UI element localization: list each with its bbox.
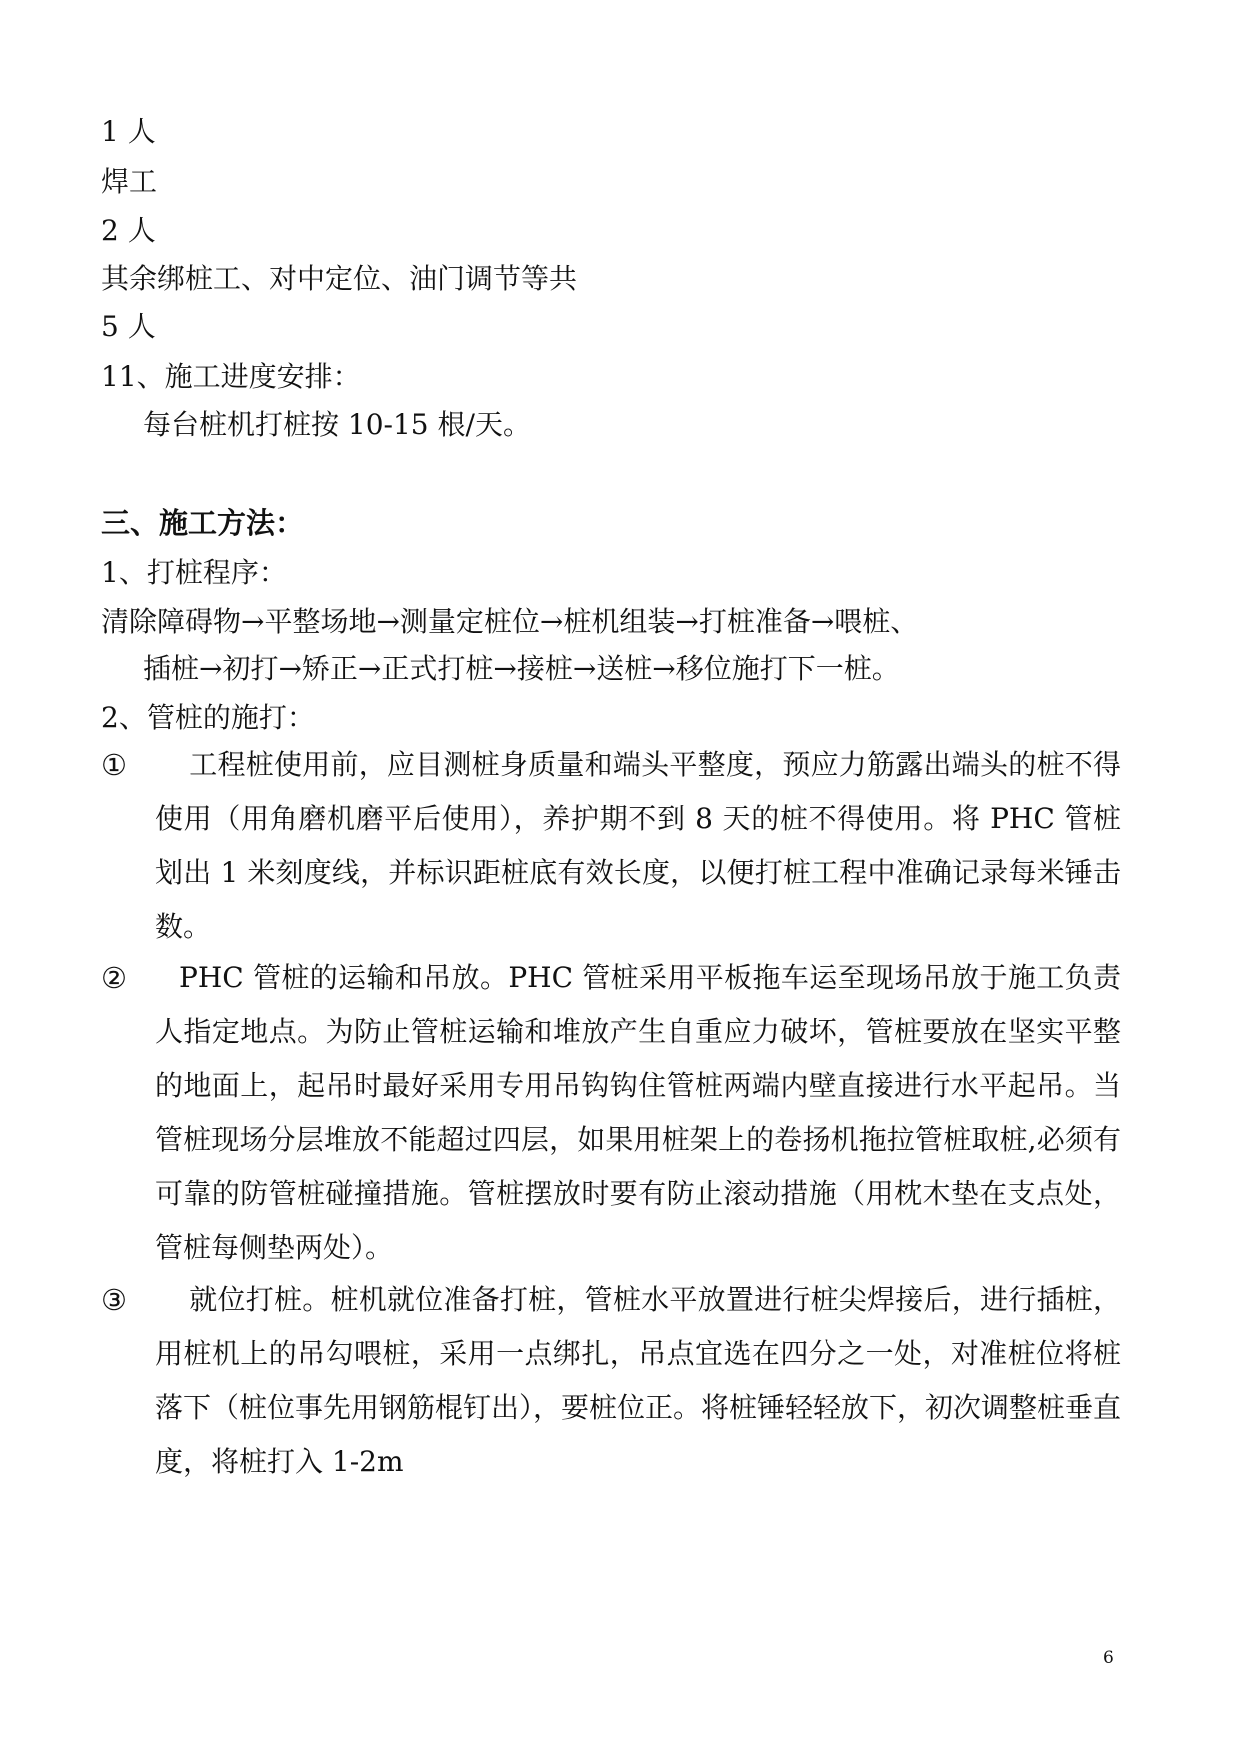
subsection-title: 1、打桩程序： bbox=[101, 556, 287, 589]
process-flow-line: 插桩→初打→矫正→正式打桩→接桩→送桩→移位施打下一桩。 bbox=[143, 652, 900, 685]
text-line: 1 人 bbox=[101, 115, 156, 148]
item-marker: ③ bbox=[101, 1283, 127, 1317]
item-paragraph bbox=[155, 1273, 1121, 1489]
item-text: 就位打桩。桩机就位准备打桩，管桩水平放置进行桩尖焊接后，进行插桩，用桩机上的吊勾喂桩，采用一点绑扎，吊点宜选在四分之一处，对准桩位将桩落下（桩位事先用钢筋棍钉出），要桩位正。将桩锤轻轻放下，初次调整桩垂直度，将桩打入 1-2m bbox=[155, 1283, 1122, 1478]
progress-note: 每台桩机打桩按 10-15 根/天。 bbox=[143, 408, 531, 441]
item-paragraph bbox=[155, 738, 1121, 954]
text-line: 其余绑桩工、对中定位、油门调节等共 bbox=[101, 262, 578, 295]
item-text: PHC 管桩的运输和吊放。PHC 管桩采用平板拖车运至现场吊放于施工负责人指定地点。为防止管桩运输和堆放产生自重应力破坏，管桩要放在坚实平整的地面上，起吊时最好采用专用吊钩钩住管桩两端内壁直接进行水平起吊。当管桩现场分层堆放不能超过四层，如果用桩架上的卷扬机拖拉管桩取桩,必须有可靠的防管桩碰撞措施。管桩摆放时要有防止滚动措施（用枕木垫在支点处，管桩每侧垫两处）。 bbox=[155, 961, 1121, 1264]
item-marker: ① bbox=[101, 748, 127, 782]
item-paragraph bbox=[155, 951, 1121, 1275]
text-line: 焊工 bbox=[101, 165, 158, 198]
text-line: 2 人 bbox=[101, 214, 156, 247]
process-flow-line: 清除障碍物→平整场地→测量定桩位→桩机组装→打桩准备→喂桩、 bbox=[101, 605, 919, 638]
section-11-title: 11、施工进度安排： bbox=[101, 360, 361, 393]
item-marker: ② bbox=[101, 961, 127, 995]
item-text: 工程桩使用前，应目测桩身质量和端头平整度，预应力筋露出端头的桩不得使用（用角磨机磨平后使用），养护期不到 8 天的桩不得使用。将 PHC 管桩划出 1 米刻度线，并标识距桩底有效长度，以便打桩工程中准确记录每米锤击数。 bbox=[155, 748, 1121, 943]
page-number: 6 bbox=[1103, 1648, 1114, 1668]
subsection-title: 2、管桩的施打： bbox=[101, 701, 315, 734]
section-heading: 三、施工方法： bbox=[101, 506, 305, 540]
text-line: 5 人 bbox=[101, 310, 156, 343]
